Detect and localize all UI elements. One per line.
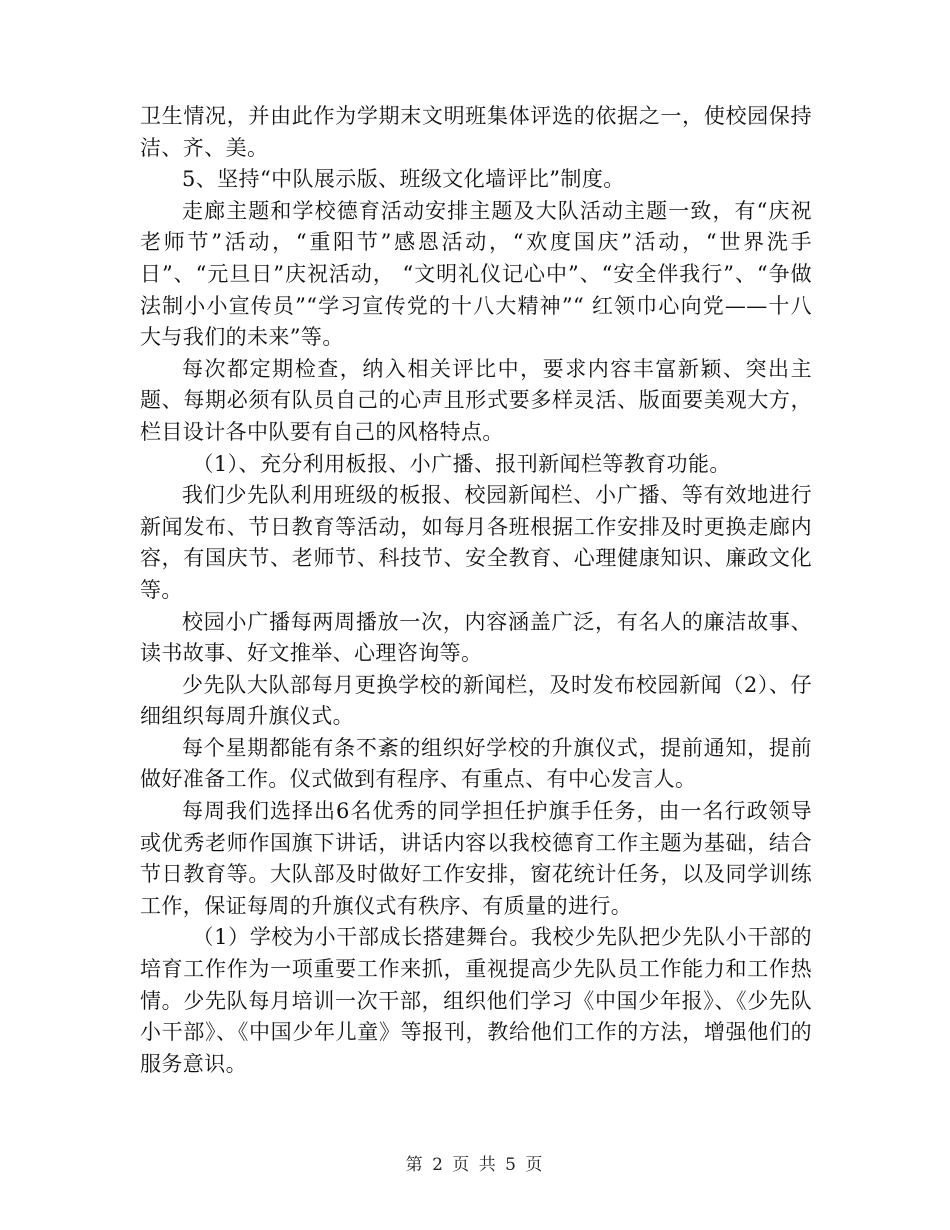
paragraph: 每周我们选择出6名优秀的同学担任护旗手任务，由一名行政领导或优秀老师作国旗下讲话，讲话内容以我校德育工作主题为基础，结合节日教育等。大队部及时做好工作安排，窗花统计任务，以及同学训练工作，保证每周的升旗仪式有秩序、有质量的进行。	[140, 799, 812, 918]
document-body	[140, 101, 812, 1080]
paragraph: 少先队大队部每月更换学校的新闻栏，及时发布校园新闻（2）、仔细组织每周升旗仪式。	[140, 672, 812, 729]
paragraph: 每次都定期检查，纳入相关评比中，要求内容丰富新颖、突出主题、每期必须有队员自己的心声且形式要多样灵活、版面要美观大方，栏目设计各中队要有自己的风格特点。	[140, 356, 812, 444]
paragraph: （1）、充分利用板报、小广播、报刊新闻栏等教育功能。	[192, 451, 731, 476]
paragraph: 5、坚持“中队展示版、班级文化墙评比”制度。	[182, 167, 625, 192]
paragraph: 走廊主题和学校德育活动安排主题及大队活动主题一致，有“庆祝老师节”活动，“重阳节”感恩活动，“欢度国庆”活动，“世界洗手日”、“元旦日”庆祝活动， “文明礼仪记心中”、“安全伴我行”、“争做法制小小宣传员”“学习宣传党的十八大精神”“ 红领巾心向党——十八大与我们的未来”等。	[140, 198, 812, 350]
page-number-footer: 第 2 页 共 5 页	[405, 1155, 545, 1175]
paragraph: 卫生情况，并由此作为学期末文明班集体评选的依据之一，使校园保持洁、齐、美。	[140, 104, 812, 160]
paragraph: （1）学校为小干部成长搭建舞台。我校少先队把少先队小干部的培育工作作为一项重要工作来抓，重视提高少先队员工作能力和工作热情。少先队每月培训一次干部，组织他们学习《中国少年报》、《少先队小干部》、《中国少年儿童》等报刊，教给他们工作的方法，增强他们的服务意识。	[140, 925, 812, 1076]
paragraph: 我们少先队利用班级的板报、校园新闻栏、小广播、等有效地进行新闻发布、节日教育等活动，如每月各班根据工作安排及时更换走廊内容，有国庆节、老师节、科技节、安全教育、心理健康知识、廉政文化等。	[140, 483, 812, 602]
paragraph: 校园小广播每两周播放一次，内容涵盖广泛，有名人的廉洁故事、读书故事、好文推举、心理咨询等。	[140, 609, 812, 666]
paragraph: 每个星期都能有条不紊的组织好学校的升旗仪式，提前通知，提前做好准备工作。仪式做到有程序、有重点、有中心发言人。	[140, 735, 812, 792]
